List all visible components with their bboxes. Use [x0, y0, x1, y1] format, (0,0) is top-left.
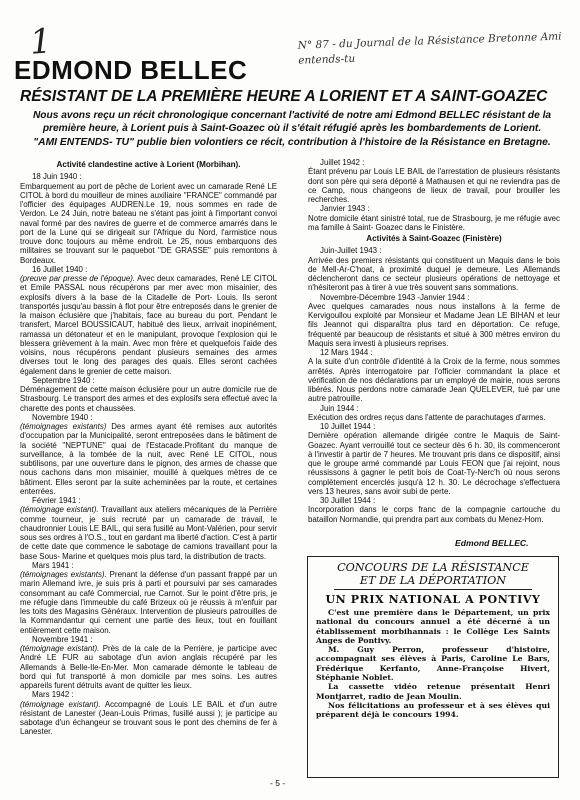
article-title: EDMOND BELLEC: [14, 55, 248, 85]
entry-body: Travaillant aux ateliers mécaniques de la Perrière comme tourneur, je suis recruté par un camarade de travail, le chaudronnier Louis LE BAIL, qui sera fusillé au Mont-Valérien, pour servir sous ses ordres à l'O.S., tout en gardant ma liberté d'action. C'est à partir de cette date que commence le sabotage de camions travaillant pour la base Sous- Marine et quelques mois plus tard, la distribution de tracts.: [20, 505, 277, 561]
entry-text: [20, 274, 277, 376]
entry-body: Près de la cale de la Perrière, je participe avec André LE FUR au sabotage d'un avion anglais récupéré par les Allemands à Belle-Ile-En-Mer. Mon camarade démonte le tableau de bord qui fut transporté à mon domicile par mes soins. Les autres appareils furent détruits avant de quitter les lieux.: [20, 644, 277, 690]
entry-text: A la suite d'un contrôle d'identité à la Croix de la ferme, nous sommes arrêtés. Après interrogatoire par l'officier commandant la place et vérification de nos déclarations par un employé de mairie, nous serons libérés. Nous perdons notre camarade Jean QUELEVER, tué par une autre patrouille.: [308, 357, 560, 404]
concours-title-line2: ET DE LA DÉPORTATION: [359, 574, 507, 587]
entry-date: Novembre 1940 :: [32, 412, 93, 422]
page-number: - 5 -: [270, 778, 286, 788]
entry-date: Novembre 1941 :: [32, 634, 93, 644]
entry-date: 10 Juillet 1944 :: [320, 422, 376, 431]
entry-body: Accompagné de Louis LE BAIL et d'un autre résistant de Lanester (Jean-Louis Primas, fusillé aussi ); je participe au sabotage d'un échangeur se trouvant sous le pont des chemins de fer à Lanester.: [20, 699, 277, 737]
entry-date: 12 Mars 1944 :: [320, 348, 373, 357]
article-quote: "AMI ENTENDS- TU" publie bien volontiers ce récit, contribution à l'histoire de la Résistance en Bretagne.: [33, 137, 551, 148]
concours-paragraph: La cassette vidéo retenue présentait Henri Montjarret, radio de Jean Moulin.: [316, 682, 550, 701]
entry-date: 18 Juin 1940 :: [32, 172, 82, 182]
entry-text: Arrivée des premiers résistants qui constituent un Maquis dans le bois de Mell-Ar-C'hoat, à proximité duquel je demeure. Les Allemands déclencheront dans ce secteur plusieurs opérations de nettoyage et n'hésiteront pas à tirer à vue très souvent sans sommations.: [308, 255, 560, 293]
concours-paragraph: C'est une première dans le Département, un prix national du concours annuel a été décerné à un établissement morbihannais : le Collège Les Saints Anges de Pontivy.: [316, 608, 550, 645]
article-intro: Nous avons reçu un récit chronologique concernant l'activité de notre ami Edmond BELLEC résistant de la première heure, à Lorient puis à Saint-Goazec où il s'était réfugié après les bombardements de Lorient.: [32, 110, 552, 134]
entry-date: Novembre-Décembre 1943 -Janvier 1944 :: [320, 292, 470, 302]
entry-date: Mars 1941 :: [32, 560, 74, 570]
entry-body: Avec deux camarades, René LE CITOL et Emile PASSAL nous récupérons par mer avec mon misainier, des explosifs divers à la base de la Citadelle de Port- Louis. Ils seront transportés jusqu'au bassin à flot pour être entreposés dans le grenier de la maison éclusière que j'habitais, face au bureau du port. Pendant le transfert, Marcel BOUSSICAUT, habitué des lieux, arrivait inopinément, ramassa un détonateur et en le manipulant, provoque l'explosion qui le blessera grièvement à la main. Avec mon frère et quelquefois l'aide des voisins, nous récupérons pendant plusieurs semaines des armes diverses tout le long des parages des quais. Elles seront cachées également dans le grenier de cette maison.: [20, 274, 277, 376]
handwritten-page-mark: 1: [28, 21, 54, 63]
concours-paragraph: M. Guy Perron, professeur d'histoire, accompagnait ses élèves à Paris, Caroline Le Bars, Frédérique Kerfanto, Anne-Françoise Hivert, Stéphanie Noblet.: [316, 645, 550, 683]
article-subtitle: RÉSISTANT DE LA PREMIÈRE HEURE A LORIENT ET A SAINT-GOAZEC: [20, 88, 548, 105]
concours-body: [308, 606, 558, 720]
entry-text: Exécution des ordres reçus dans l'attente de parachutages d'armes.: [308, 412, 546, 422]
concours-paragraph: Nos félicitations au professeur et à ses élèves qui préparent déjà le concours 1994.: [316, 700, 550, 720]
entry-text: [20, 644, 277, 690]
entry-date: Juin 1944 :: [320, 403, 359, 413]
entry-date: Juin-Juillet 1943 :: [320, 246, 382, 256]
entry-note: (témoignage existant).: [20, 644, 100, 653]
entry-text: [20, 570, 277, 635]
section-heading-saint-goazec: Activités à Saint-Goazec (Finistère): [366, 234, 502, 243]
entry-text: Incorporation dans le corps franc de la compagnie cartouche du bataillon Normandie, qui prendra part aux combats du Menez-Hom.: [308, 505, 560, 524]
right-column: [308, 158, 560, 524]
entry-text: [20, 700, 277, 737]
author-signature: Edmond BELLEC.: [455, 538, 529, 548]
entry-date: 30 Juillet 1944 :: [320, 496, 376, 505]
entry-text: Déménagement de cette maison éclusière pour un autre domicile rue de Strasbourg. Le transport des armes et des explosifs sera effectué avec la charette des ponts et chaussées.: [20, 385, 277, 413]
concours-prize-heading: UN PRIX NATIONAL A PONTIVY: [325, 593, 541, 606]
entry-date: Février 1941 :: [32, 496, 81, 505]
entry-date: Mars 1942 :: [32, 690, 74, 700]
entry-text: Avec quelques camarades nous nous installons à la ferme de Kervigoullou exploité par Monsieur et Madame Jean LE BIHAN et leur fils Jeannot qui disparaîtra plus tard en déportation. Ce refuge, fréquenté par beaucoup de résistants et situé à 300 mètres environ du Maquis sera investi à plusieurs reprises.: [308, 301, 560, 348]
concours-divider: [334, 589, 532, 590]
concours-box: [307, 556, 559, 778]
handwritten-annotation: N° 87 - du Journal de la Résistance Bretonne Ami entends-tu: [297, 30, 562, 67]
entry-text: Dernière opération allemande dirigée contre le Maquis de Saint-Goazec. Ayant verrouillé tout ce secteur dès 6 h. 30, ils commenceront à l'investir à partir de 7 heures. Me trouvant pris dans ce dispositif, ainsi que le groupe armé commandé par Louis FEON que j'ai rejoint, nous réussissons à gagner le petit bois de Coat-Ty-Nerc'h où nous serons complètement encerclés jusqu'à 12 h. 30. Le décrochage s'effectuera vers 13 heures, sans avoir subi de perte.: [308, 431, 560, 496]
entry-text: [20, 505, 277, 561]
concours-title: CONCOURS DE LA RÉSISTANCE: [337, 561, 529, 574]
entry-note: (témoignage existant).: [20, 699, 101, 709]
entry-text: Étant prévenu par Louis LE BAIL de l'arrestation de plusieurs résistants dont son père qui sera déporté à Mathausen et qui ne reviendra pas de ce Camp, nous changeons de lieux de travail, pour brouiller les recherches.: [308, 167, 560, 204]
entry-date: 16 Juillet 1940 :: [32, 264, 88, 274]
entry-text: Notre domicile étant sinistré total, rue de Strasbourg, je me réfugie avec ma famille à Saint- Goazec dans le Finistère.: [308, 213, 560, 232]
entry-note: (preuve par presse de l'époque).: [20, 274, 136, 283]
entry-date: Septembre 1940 :: [32, 375, 95, 385]
entry-note: (témoignages existants): [20, 422, 107, 431]
left-column: [20, 158, 277, 737]
entry-note: (témoignage existant).: [20, 505, 99, 515]
entry-body: Prenant la défense d'un passant frappé par un marin Allemand ivre, je suis pris à parti et poursuivi par ses camarades consommant au café Commercial, rue Carnot. Sur le point d'être pris, je me réfugie dans l'immeuble du café Brizeux où je réussis à m'enfuir par les toits des Magasins Généraux. Intervention de plusieurs patrouilles de la Kommandantur qui cernent une partie des lieux, tout en fouillant entièrement cette maison.: [20, 570, 277, 635]
section-heading-lorient: Activité clandestine active à Lorient (Morbihan).: [56, 160, 241, 169]
entry-text: Embarquement au port de pêche de Lorient avec un camarade René LE CITOL à bord du mouilleur de mines auxiliaire "FRANCE" commandé par l'officier des équipages AUDREN.Le 19, nous sommes en rade de Verdon. Le 24 Juin, notre bateau ne s'étant pas joint à l'important convoi naval formé par des navires de guerre et de commerce amarrés dans le port de la Lune qui se dirigeait sur l'Afrique du Nord, l'armistice nous trouve donc toujours au même endroit. Le 25, nous embarquons des militaires se trouvant sur le paquebot "DE GRASSE" puis remontons à Bordeaux.: [20, 181, 277, 265]
entry-body: Des armes ayant été remises aux autorités d'occupation par la Municipalité, seront entreposées dans le bâtiment de la société "NEPTUNE" quai de l'Estacade.Profitant du manque de surveillance, à la tombée de la nuit, avec René LE CITOL, nous subtilisons, par une ouverture dans le pignon, des armes de chasse que nous cachons dans mon misainier, mouillé à quelques mètres de ce bâtiment. Elles seront par la suite acheminées par la route, et certaines enterrées.: [20, 422, 277, 496]
entry-date: Juillet 1942 :: [320, 158, 365, 167]
entry-note: (témoignages existants).: [20, 570, 107, 579]
entry-date: Janvier 1943 :: [320, 204, 370, 214]
entry-text: [20, 422, 277, 496]
